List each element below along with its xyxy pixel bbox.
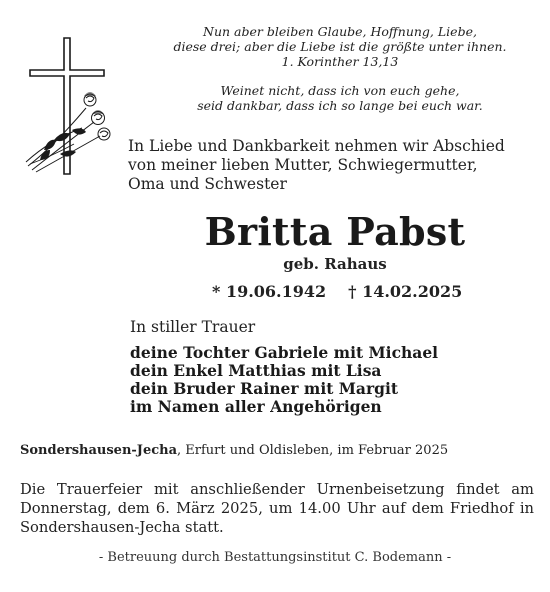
birth-date: * 19.06.1942 <box>212 282 327 301</box>
funeral-home-credit: - Betreuung durch Bestattungsinstitut C. Bodemann - <box>98 550 452 565</box>
intro-line: In Liebe und Dankbarkeit nehmen wir Abschied <box>128 137 505 155</box>
quote-source: 1. Korinther 13,13 <box>281 54 399 69</box>
mourning-heading: In stiller Trauer <box>130 318 256 336</box>
quote-line: Nun aber bleiben Glaube, Hoffnung, Liebe, <box>203 24 477 39</box>
death-date: † 14.02.2025 <box>348 282 463 301</box>
mourner-line: im Namen aller Angehörigen <box>130 397 382 416</box>
place-rest: , Erfurt und Oldisleben, im Februar 2025 <box>177 443 449 458</box>
intro-line: von meiner lieben Mutter, Schwiegermutter, <box>128 156 478 174</box>
bible-quote <box>140 24 540 69</box>
intro-text <box>128 137 538 194</box>
mourners-list <box>130 344 530 416</box>
quote-line: seid dankbar, dass ich so lange bei euch war. <box>197 98 483 113</box>
funeral-info: Die Trauerfeier mit anschließender Urnenbeisetzung findet am Donnerstag, dem 6. März 2025, um 14.00 Uhr auf dem Friedhof in Sondershausen-Jecha statt. <box>20 481 534 536</box>
maiden-name: geb. Rahaus <box>283 255 387 273</box>
deceased-name: Britta Pabst <box>204 209 466 254</box>
cross-with-roses-icon <box>24 36 124 178</box>
intro-line: Oma und Schwester <box>128 175 287 193</box>
place-town: Sondershausen-Jecha <box>20 443 178 458</box>
place-and-date <box>20 442 540 459</box>
life-dates <box>212 282 512 302</box>
mourner-line: dein Enkel Matthias mit Lisa <box>130 361 382 380</box>
mourner-line: deine Tochter Gabriele mit Michael <box>130 343 439 362</box>
quote-line: Weinet nicht, dass ich von euch gehe, <box>220 83 460 98</box>
quote-line: diese drei; aber die Liebe ist die größte unter ihnen. <box>173 39 507 54</box>
farewell-quote <box>140 83 540 113</box>
mourner-line: dein Bruder Rainer mit Margit <box>130 379 399 398</box>
